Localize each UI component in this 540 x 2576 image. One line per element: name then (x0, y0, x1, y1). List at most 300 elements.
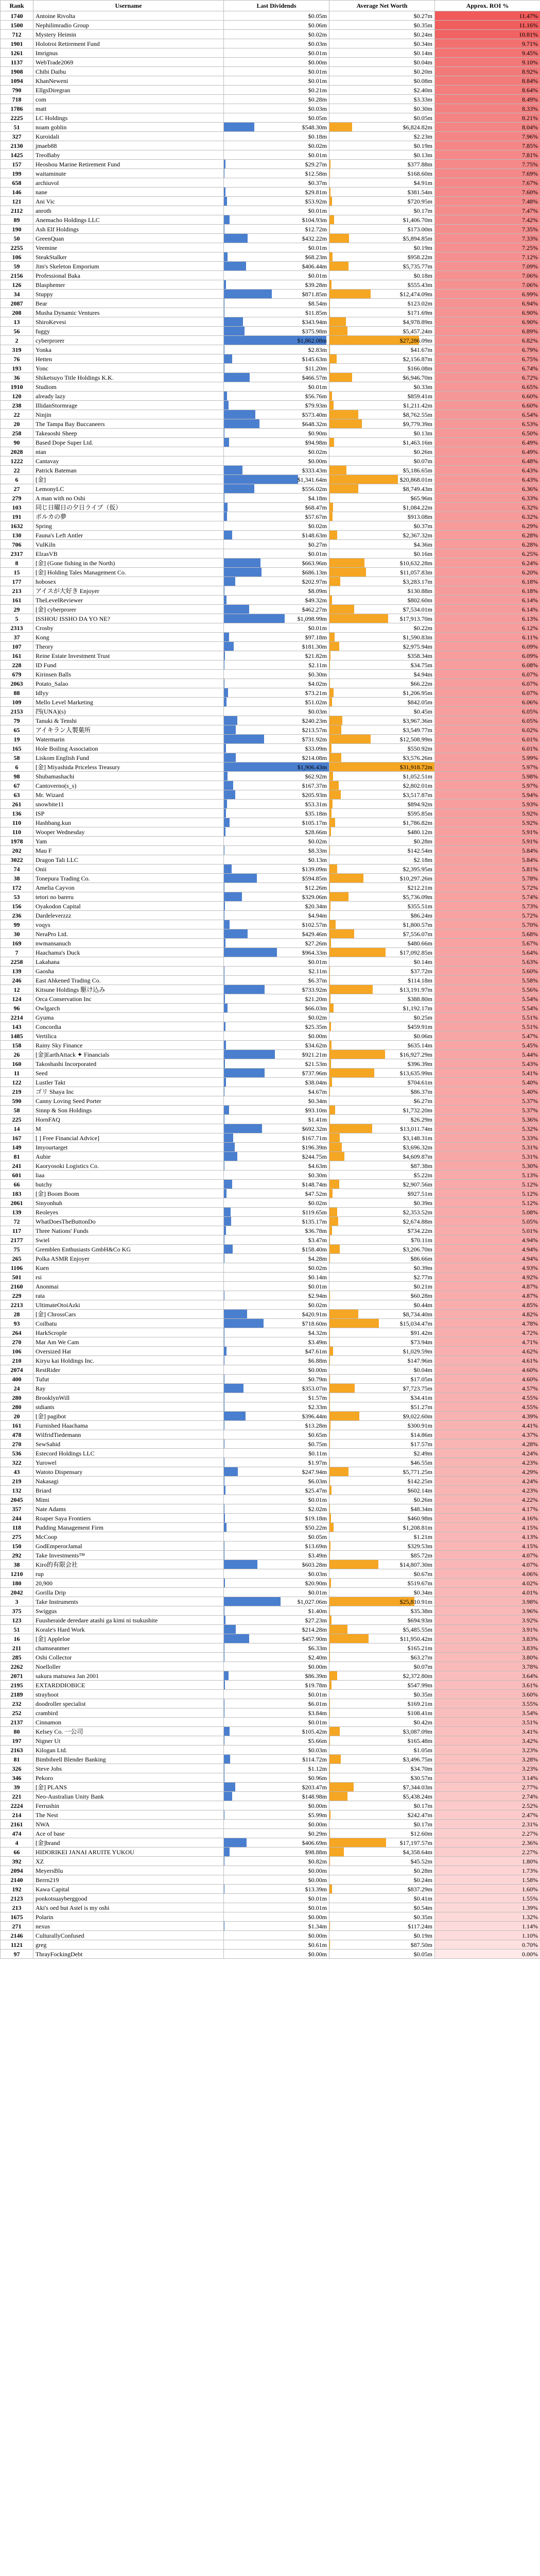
dividend-bar (224, 568, 262, 577)
username-cell[interactable]: Anemacho Holdings LLC (33, 215, 224, 225)
username-cell[interactable]: Mr. Wizard (33, 790, 224, 800)
username-cell[interactable]: Bimbibrell Blender Banking (33, 1755, 224, 1764)
username-cell[interactable]: Kawa Capital (33, 1885, 224, 1894)
rank-cell: 478 (1, 1430, 33, 1439)
last-dividends-cell (224, 1931, 329, 1940)
username-cell[interactable]: Kuroidali (33, 132, 224, 141)
rank-cell: 130 (1, 531, 33, 540)
username-cell[interactable]: RestRider (33, 1365, 224, 1375)
rank-cell: 24 (1, 1384, 33, 1393)
last-dividends-cell (224, 67, 329, 76)
username-cell[interactable]: already lazy (33, 392, 224, 401)
username-cell[interactable]: Takoshashi Incorporated (33, 1059, 224, 1069)
username-cell[interactable]: Watoto Dispensary (33, 1467, 224, 1477)
roi-cell: 4.87% (435, 1282, 540, 1291)
username-cell[interactable]: Veemine (33, 243, 224, 252)
username-cell[interactable]: ID Fund (33, 660, 224, 670)
roi-cell: 3.41% (435, 1727, 540, 1736)
username-cell[interactable]: The Tampa Bay Buccaneers (33, 419, 224, 429)
username-cell[interactable]: Three Nations' Funds (33, 1226, 224, 1235)
username-cell[interactable]: The Nest (33, 1810, 224, 1820)
roi-cell: 5.93% (435, 800, 540, 809)
last-dividends-cell (224, 215, 329, 225)
username-cell[interactable]: fuggy (33, 327, 224, 336)
username-cell[interactable]: [金] Appleloe (33, 1634, 224, 1643)
last-dividends-cell (224, 225, 329, 234)
last-dividends-value: $573.40m (302, 411, 327, 418)
username-cell[interactable]: Reine Estate Investment Trust (33, 651, 224, 660)
table-row (1, 1310, 540, 1319)
username-cell[interactable]: Nigner Ut (33, 1736, 224, 1745)
username-cell[interactable]: Gyuma (33, 1013, 224, 1022)
average-net-worth-value: $1,590.83m (403, 633, 432, 641)
username-cell[interactable]: NeraPro Ltd. (33, 929, 224, 939)
username-cell[interactable]: Haachama's Duck (33, 948, 224, 957)
username-cell[interactable]: Patrick Bateman (33, 466, 224, 475)
username-cell[interactable]: Aki's oed but Astel is my oshi (33, 1903, 224, 1912)
username-cell[interactable]: Ninjin (33, 410, 224, 419)
average-net-worth-cell (329, 577, 435, 586)
username-cell[interactable]: Kirinsen Balls (33, 670, 224, 679)
roi-cell: 5.01% (435, 1226, 540, 1235)
username-cell[interactable]: Mau F (33, 846, 224, 855)
username-cell[interactable]: waitaminute (33, 169, 224, 178)
username-cell[interactable]: ポルカの夢 (33, 512, 224, 521)
username-cell[interactable]: LC Holdings (33, 113, 224, 123)
username-cell[interactable]: Cinnamon (33, 1718, 224, 1727)
average-net-worth-value: $0.17m (413, 1802, 432, 1809)
username-cell[interactable]: Yonc (33, 364, 224, 373)
username-cell[interactable]: Liskom English Fund (33, 753, 224, 762)
username-cell[interactable]: Shiketsuyo Title Holdings K.K. (33, 373, 224, 382)
username-cell[interactable]: Neo-Australian Unity Bank (33, 1792, 224, 1801)
average-net-worth-value: $123.02m (407, 299, 432, 307)
last-dividends-value: $6.88m (308, 1357, 327, 1364)
username-cell[interactable]: [金] (33, 475, 224, 484)
username-cell[interactable]: Lakahana (33, 957, 224, 967)
rank-cell: 93 (1, 1319, 33, 1328)
username-cell[interactable]: Kitsune Holdings 駆け込み (33, 985, 224, 994)
username-cell[interactable]: Based Dope Super Ltd. (33, 438, 224, 447)
username-cell[interactable]: com (33, 95, 224, 104)
username-cell[interactable]: Crosby (33, 623, 224, 633)
username-cell[interactable]: Stuppy (33, 290, 224, 299)
username-cell[interactable]: ponkotsuayberggood (33, 1894, 224, 1903)
username-cell[interactable]: [ ] Free Financial Advice] (33, 1133, 224, 1143)
rank-cell: 63 (1, 790, 33, 800)
username-cell[interactable]: Sinyonhuh (33, 1198, 224, 1208)
last-dividends-cell (224, 280, 329, 290)
username-cell[interactable]: Studiom (33, 382, 224, 392)
username-cell[interactable]: BrooklynWill (33, 1393, 224, 1402)
username-cell[interactable]: 四(UNA)(s) (33, 707, 224, 716)
dividend-bar (224, 484, 254, 493)
username-cell[interactable]: [金]EarthAttack ✦ Financials (33, 1050, 224, 1059)
username-cell[interactable]: [金] pagibot (33, 1412, 224, 1421)
last-dividends-cell (224, 466, 329, 475)
rank-cell: 150 (1, 1541, 33, 1551)
average-net-worth-cell (329, 67, 435, 76)
dividend-bar (224, 1069, 265, 1077)
last-dividends-value: $0.00m (308, 1366, 327, 1374)
username-cell[interactable]: Noelloller (33, 1662, 224, 1671)
username-cell[interactable]: Onii (33, 865, 224, 874)
username-cell[interactable]: Korale's Hard Work (33, 1625, 224, 1634)
username-cell[interactable]: [金] Holding Tales Management Co. (33, 568, 224, 577)
username-cell[interactable]: Owlgarch (33, 1004, 224, 1013)
username-cell[interactable]: Takeaoshi Sheep (33, 429, 224, 438)
rank-cell: 292 (1, 1551, 33, 1560)
username-cell[interactable]: HIDORIKEI JANAI ARUITE YUKOU (33, 1848, 224, 1857)
username-cell[interactable]: rup (33, 1569, 224, 1579)
username-cell[interactable]: Tufut (33, 1375, 224, 1384)
username-cell[interactable]: Jim's Skeleton Emporium (33, 262, 224, 271)
roi-cell: 4.57% (435, 1384, 540, 1393)
username-cell[interactable]: ISSHOU ISSHO DA YO NE? (33, 614, 224, 623)
username-cell[interactable]: Gorilla Drip (33, 1588, 224, 1597)
roi-cell: 6.48% (435, 456, 540, 466)
username-cell[interactable]: ThrayFockingDebt (33, 1950, 224, 1959)
username-cell[interactable]: nane (33, 188, 224, 197)
average-net-worth-value: $0.39m (413, 1264, 432, 1272)
rank-cell: 53 (1, 892, 33, 902)
username-cell[interactable]: Chibi Daibu (33, 67, 224, 76)
username-cell[interactable]: ゴリ Shaya Inc (33, 1087, 224, 1096)
username-cell[interactable]: アイスが大好き Enjoyer (33, 586, 224, 596)
username-cell[interactable]: Coilbatu (33, 1319, 224, 1328)
username-cell[interactable]: WhatDoesTheButtonDo (33, 1217, 224, 1226)
username-cell[interactable]: TheLevelReviewer (33, 596, 224, 605)
username-cell[interactable]: Kuen (33, 1263, 224, 1273)
username-cell[interactable]: Kaoryosoki Logistics Co. (33, 1161, 224, 1171)
username-cell[interactable]: rata (33, 1291, 224, 1300)
username-cell[interactable]: Briard (33, 1486, 224, 1495)
last-dividends-value: $167.71m (302, 1134, 327, 1142)
username-cell[interactable]: Mello Level Marketing (33, 698, 224, 707)
username-cell[interactable]: [金] (Gone fishing in the North) (33, 558, 224, 568)
username-cell[interactable]: ISP (33, 809, 224, 818)
username-cell[interactable]: Take Investments™ (33, 1551, 224, 1560)
average-net-worth-cell (329, 707, 435, 716)
username-cell[interactable]: Kelsey Co. 一公司 (33, 1727, 224, 1736)
username-cell[interactable]: Oversized Hat (33, 1347, 224, 1356)
username-cell[interactable]: IllidanStormrage (33, 401, 224, 410)
dividend-bar (224, 725, 236, 734)
username-cell[interactable]: stdiants (33, 1402, 224, 1412)
username-cell[interactable]: strayhoot (33, 1690, 224, 1699)
username-cell[interactable]: Kiro的有限会社 (33, 1560, 224, 1569)
username-cell[interactable]: A man with no Oshi (33, 494, 224, 503)
username-cell[interactable]: nwmansanuch (33, 939, 224, 948)
net-worth-bar (329, 1625, 347, 1634)
username-cell[interactable]: Nakasagi (33, 1477, 224, 1486)
rank-cell: 177 (1, 577, 33, 586)
dividend-bar (224, 716, 237, 725)
roi-cell: 2.36% (435, 1838, 540, 1848)
username-cell[interactable]: Pudding Management Firm (33, 1523, 224, 1532)
last-dividends-cell (224, 1050, 329, 1059)
username-cell[interactable]: Yonka (33, 345, 224, 354)
username-cell[interactable]: [金] Miyashida Priceless Treasury (33, 762, 224, 772)
username-cell[interactable]: SewSahid (33, 1439, 224, 1449)
username-cell[interactable]: Nate Adams (33, 1504, 224, 1514)
username-cell[interactable]: Oshi Collector (33, 1653, 224, 1662)
username-cell[interactable]: 20,900 (33, 1579, 224, 1588)
username-cell[interactable]: chamseanmer (33, 1643, 224, 1653)
username-cell[interactable]: Concordia (33, 1022, 224, 1031)
username-cell[interactable]: Oyakodon Capital (33, 902, 224, 911)
username-cell[interactable]: Amelia Cayvon (33, 883, 224, 892)
username-cell[interactable]: Ash Elf Holdings (33, 225, 224, 234)
last-dividends-cell (224, 1588, 329, 1597)
last-dividends-cell (224, 1597, 329, 1606)
username-cell[interactable]: Yam (33, 837, 224, 846)
last-dividends-value: $0.00m (308, 1032, 327, 1040)
username-cell[interactable]: Fauna's Left Antler (33, 531, 224, 540)
username-cell[interactable]: anroth (33, 206, 224, 215)
average-net-worth-value: $460.98m (407, 1514, 432, 1522)
header-average-net-worth[interactable]: Average Net Worth (329, 1, 435, 11)
username-cell[interactable]: Kiryu kai Holdings Inc. (33, 1356, 224, 1365)
username-cell[interactable]: 同じ日曜日の夕日ライブ（仮） (33, 503, 224, 512)
username-cell[interactable]: Dardeleverzzz (33, 911, 224, 920)
username-cell[interactable]: Pekoro (33, 1773, 224, 1783)
username-cell[interactable]: Potato_Salao (33, 679, 224, 688)
username-cell[interactable]: Kong (33, 633, 224, 642)
username-cell[interactable]: Anonmai (33, 1282, 224, 1291)
username-cell[interactable]: Antoine Rivolta (33, 11, 224, 21)
username-cell[interactable]: Holotroi Retirement Fund (33, 39, 224, 48)
username-cell[interactable]: Aubie (33, 1152, 224, 1161)
username-cell[interactable]: ntan (33, 447, 224, 456)
username-cell[interactable]: greg (33, 1940, 224, 1950)
average-net-worth-cell (329, 1430, 435, 1439)
username-cell[interactable]: liaa (33, 1171, 224, 1180)
username-cell[interactable]: sakura matsuwa Jan 2001 (33, 1671, 224, 1681)
username-cell[interactable]: East Ahkened Trading Co. (33, 976, 224, 985)
username-cell[interactable]: Nephilimradio Group (33, 21, 224, 30)
header-rank[interactable]: Rank (1, 1, 33, 11)
username-cell[interactable]: EllgsDiregran (33, 86, 224, 95)
username-cell[interactable]: LemonyLC (33, 484, 224, 494)
username-cell[interactable]: Canny Loving Seed Porter (33, 1096, 224, 1106)
last-dividends-cell (224, 1198, 329, 1208)
last-dividends-cell (224, 169, 329, 178)
username-cell[interactable]: [金] cyberprorer (33, 605, 224, 614)
average-net-worth-value: $12,508.99m (399, 735, 432, 743)
username-cell[interactable]: [金] ChrossCars (33, 1310, 224, 1319)
username-cell[interactable]: voqys (33, 920, 224, 929)
username-cell[interactable]: アイキラン人製菓所 (33, 725, 224, 735)
username-cell[interactable]: McCoop (33, 1532, 224, 1541)
username-cell[interactable]: doodroller specialist (33, 1699, 224, 1708)
username-cell[interactable]: Cantavay (33, 456, 224, 466)
username-cell[interactable]: Ani Vic (33, 197, 224, 206)
header-last-dividends[interactable]: Last Dividends (224, 1, 329, 11)
username-cell[interactable]: Cantoverno(s_s) (33, 781, 224, 790)
username-cell[interactable]: CulturallyConfused (33, 1931, 224, 1940)
net-worth-bar (329, 484, 358, 493)
username-cell[interactable]: WebTrade2069 (33, 58, 224, 67)
average-net-worth-cell (329, 531, 435, 540)
username-cell[interactable]: Shubamashachi (33, 772, 224, 781)
username-cell[interactable]: tetori no bareru (33, 892, 224, 902)
average-net-worth-cell (329, 1560, 435, 1569)
username-cell[interactable]: Orca Conservation Inc (33, 994, 224, 1004)
username-cell[interactable]: butchy (33, 1180, 224, 1189)
username-cell[interactable]: Roaper Saya Frontiers (33, 1514, 224, 1523)
last-dividends-cell (224, 1866, 329, 1875)
username-cell[interactable]: rsi (33, 1273, 224, 1282)
last-dividends-value: $135.17m (302, 1217, 327, 1225)
username-cell[interactable]: Seed (33, 1069, 224, 1078)
username-cell[interactable]: Theory (33, 642, 224, 651)
username-cell[interactable]: hobosex (33, 577, 224, 586)
username-cell[interactable]: VulKiln (33, 540, 224, 549)
username-cell[interactable]: Rainy Sky Finance (33, 1041, 224, 1050)
rank-cell: 81 (1, 1755, 33, 1764)
username-cell[interactable]: Hetten (33, 354, 224, 364)
average-net-worth-value: $0.17m (413, 1820, 432, 1828)
username-cell[interactable]: Hashbang.kun (33, 818, 224, 827)
last-dividends-cell (224, 1857, 329, 1866)
username-cell[interactable]: jmaeb88 (33, 141, 224, 150)
average-net-worth-value: $242.47m (407, 1811, 432, 1819)
last-dividends-value: $3.84m (308, 1709, 327, 1717)
username-cell[interactable]: Blasphemer (33, 280, 224, 290)
username-cell[interactable]: Furnished Haachama (33, 1421, 224, 1430)
username-cell[interactable]: Steve Jobs (33, 1764, 224, 1773)
username-cell[interactable]: GodEmperorJamal (33, 1541, 224, 1551)
username-cell[interactable]: Fuusheraide deredare atashi ga kimi ni tsukushite (33, 1616, 224, 1625)
username-cell[interactable]: [金] PLANS (33, 1783, 224, 1792)
username-cell[interactable]: cyberprorer (33, 336, 224, 345)
username-cell[interactable]: Ferrushin (33, 1801, 224, 1810)
username-cell[interactable]: MeyersBlu (33, 1866, 224, 1875)
average-net-worth-value: $142.54m (407, 846, 432, 854)
username-cell[interactable]: Gremblen Enthusiasts GmbH&Co KG (33, 1245, 224, 1254)
username-cell[interactable]: Ace of base (33, 1829, 224, 1838)
username-cell[interactable]: Idlyy (33, 688, 224, 698)
average-net-worth-cell (329, 1152, 435, 1161)
last-dividends-cell (224, 1291, 329, 1300)
username-cell[interactable]: snowbite11 (33, 800, 224, 809)
username-cell[interactable]: UltimateOtoiAzki (33, 1300, 224, 1310)
username-cell[interactable]: [金] Boom Boom (33, 1189, 224, 1198)
username-cell[interactable]: Imyourtarget (33, 1143, 224, 1152)
username-cell[interactable]: [金]brand (33, 1838, 224, 1848)
rank-cell: 2140 (1, 1875, 33, 1885)
username-cell[interactable]: Lustler Takt (33, 1078, 224, 1087)
username-cell[interactable]: Hole Boiling Association (33, 744, 224, 753)
username-cell[interactable]: Watermarin (33, 735, 224, 744)
username-cell[interactable]: Ray (33, 1384, 224, 1393)
username-cell[interactable]: Heoshou Marine Retirement Fund (33, 160, 224, 169)
rank-cell: 139 (1, 1208, 33, 1217)
dividend-bar (224, 466, 242, 474)
average-net-worth-value: $3,206.70m (403, 1245, 432, 1253)
username-cell[interactable]: GreenQuan (33, 234, 224, 243)
username-cell[interactable]: Bear (33, 299, 224, 308)
average-net-worth-value: $91.42m (410, 1329, 432, 1336)
username-cell[interactable]: nexus (33, 1922, 224, 1931)
last-dividends-cell (224, 994, 329, 1004)
roi-cell: 1.80% (435, 1857, 540, 1866)
username-cell[interactable]: Tanuki & Tenshi (33, 716, 224, 725)
username-cell[interactable]: Polka ASMR Enjoyer (33, 1254, 224, 1263)
username-cell[interactable]: Mimi (33, 1495, 224, 1504)
username-cell[interactable]: Mar Am We Cam (33, 1337, 224, 1347)
username-cell[interactable]: noam goblin (33, 123, 224, 132)
username-cell[interactable]: Swiel (33, 1235, 224, 1245)
username-cell[interactable]: WilfridTiedemann (33, 1430, 224, 1439)
username-cell[interactable]: HarkScrople (33, 1328, 224, 1337)
username-cell[interactable]: Swiggus (33, 1606, 224, 1616)
average-net-worth-cell (329, 1356, 435, 1365)
roi-cell: 6.09% (435, 651, 540, 660)
username-cell[interactable]: Dragon Tali LLC (33, 855, 224, 865)
username-cell[interactable]: Vertilica (33, 1031, 224, 1041)
average-net-worth-cell (329, 1319, 435, 1328)
username-cell[interactable]: EXTARDDIOBICE (33, 1681, 224, 1690)
username-cell[interactable]: NWA (33, 1820, 224, 1829)
username-cell[interactable]: Professional Baka (33, 271, 224, 280)
username-cell[interactable]: HornFAQ (33, 1115, 224, 1124)
username-cell[interactable]: Wooper Wednesday (33, 827, 224, 837)
last-dividends-cell (224, 1347, 329, 1356)
username-cell[interactable]: Take Instruments (33, 1597, 224, 1606)
table-row (1, 150, 540, 160)
average-net-worth-cell (329, 1124, 435, 1133)
username-cell[interactable]: TreoBaby (33, 150, 224, 160)
header-username[interactable]: Username (33, 1, 224, 11)
username-cell[interactable]: Berrn219 (33, 1875, 224, 1885)
username-cell[interactable]: matt (33, 104, 224, 113)
username-cell[interactable]: Yurowel (33, 1458, 224, 1467)
rank-cell: 2255 (1, 243, 33, 252)
average-net-worth-cell (329, 1328, 435, 1337)
username-cell[interactable]: crambird (33, 1708, 224, 1718)
username-cell[interactable]: Musha Dynamic Ventures (33, 308, 224, 317)
header-roi[interactable]: Approx. ROI % (435, 1, 540, 11)
username-cell[interactable]: Imrignus (33, 48, 224, 58)
dividend-bar (224, 800, 227, 808)
username-cell[interactable]: Spring (33, 521, 224, 531)
username-cell[interactable]: Mystery Heimin (33, 30, 224, 39)
net-worth-bar (329, 1412, 359, 1420)
username-cell[interactable]: Gaosha (33, 967, 224, 976)
username-cell[interactable]: Sinnp & Son Holdings (33, 1106, 224, 1115)
username-cell[interactable]: Tonepura Trading Co. (33, 874, 224, 883)
username-cell[interactable]: SteakStalker (33, 252, 224, 262)
username-cell[interactable]: archiuvol (33, 178, 224, 188)
dividend-bar (224, 698, 227, 706)
last-dividends-cell (224, 188, 329, 197)
username-cell[interactable]: Reoleyes (33, 1208, 224, 1217)
username-cell[interactable]: ShiroKevesi (33, 317, 224, 327)
username-cell[interactable]: KhanNeweni (33, 76, 224, 86)
last-dividends-value: $86.39m (305, 1672, 327, 1680)
username-cell[interactable]: M (33, 1124, 224, 1133)
dividend-bar (224, 605, 249, 614)
username-cell[interactable]: ElzasVB (33, 549, 224, 558)
last-dividends-cell (224, 855, 329, 865)
dividend-bar (224, 902, 225, 910)
username-cell[interactable]: Polarin (33, 1912, 224, 1922)
username-cell[interactable]: Estecord Holdings LLC (33, 1449, 224, 1458)
username-cell[interactable]: XZ (33, 1857, 224, 1866)
username-cell[interactable]: Kilogan Ltd. (33, 1745, 224, 1755)
